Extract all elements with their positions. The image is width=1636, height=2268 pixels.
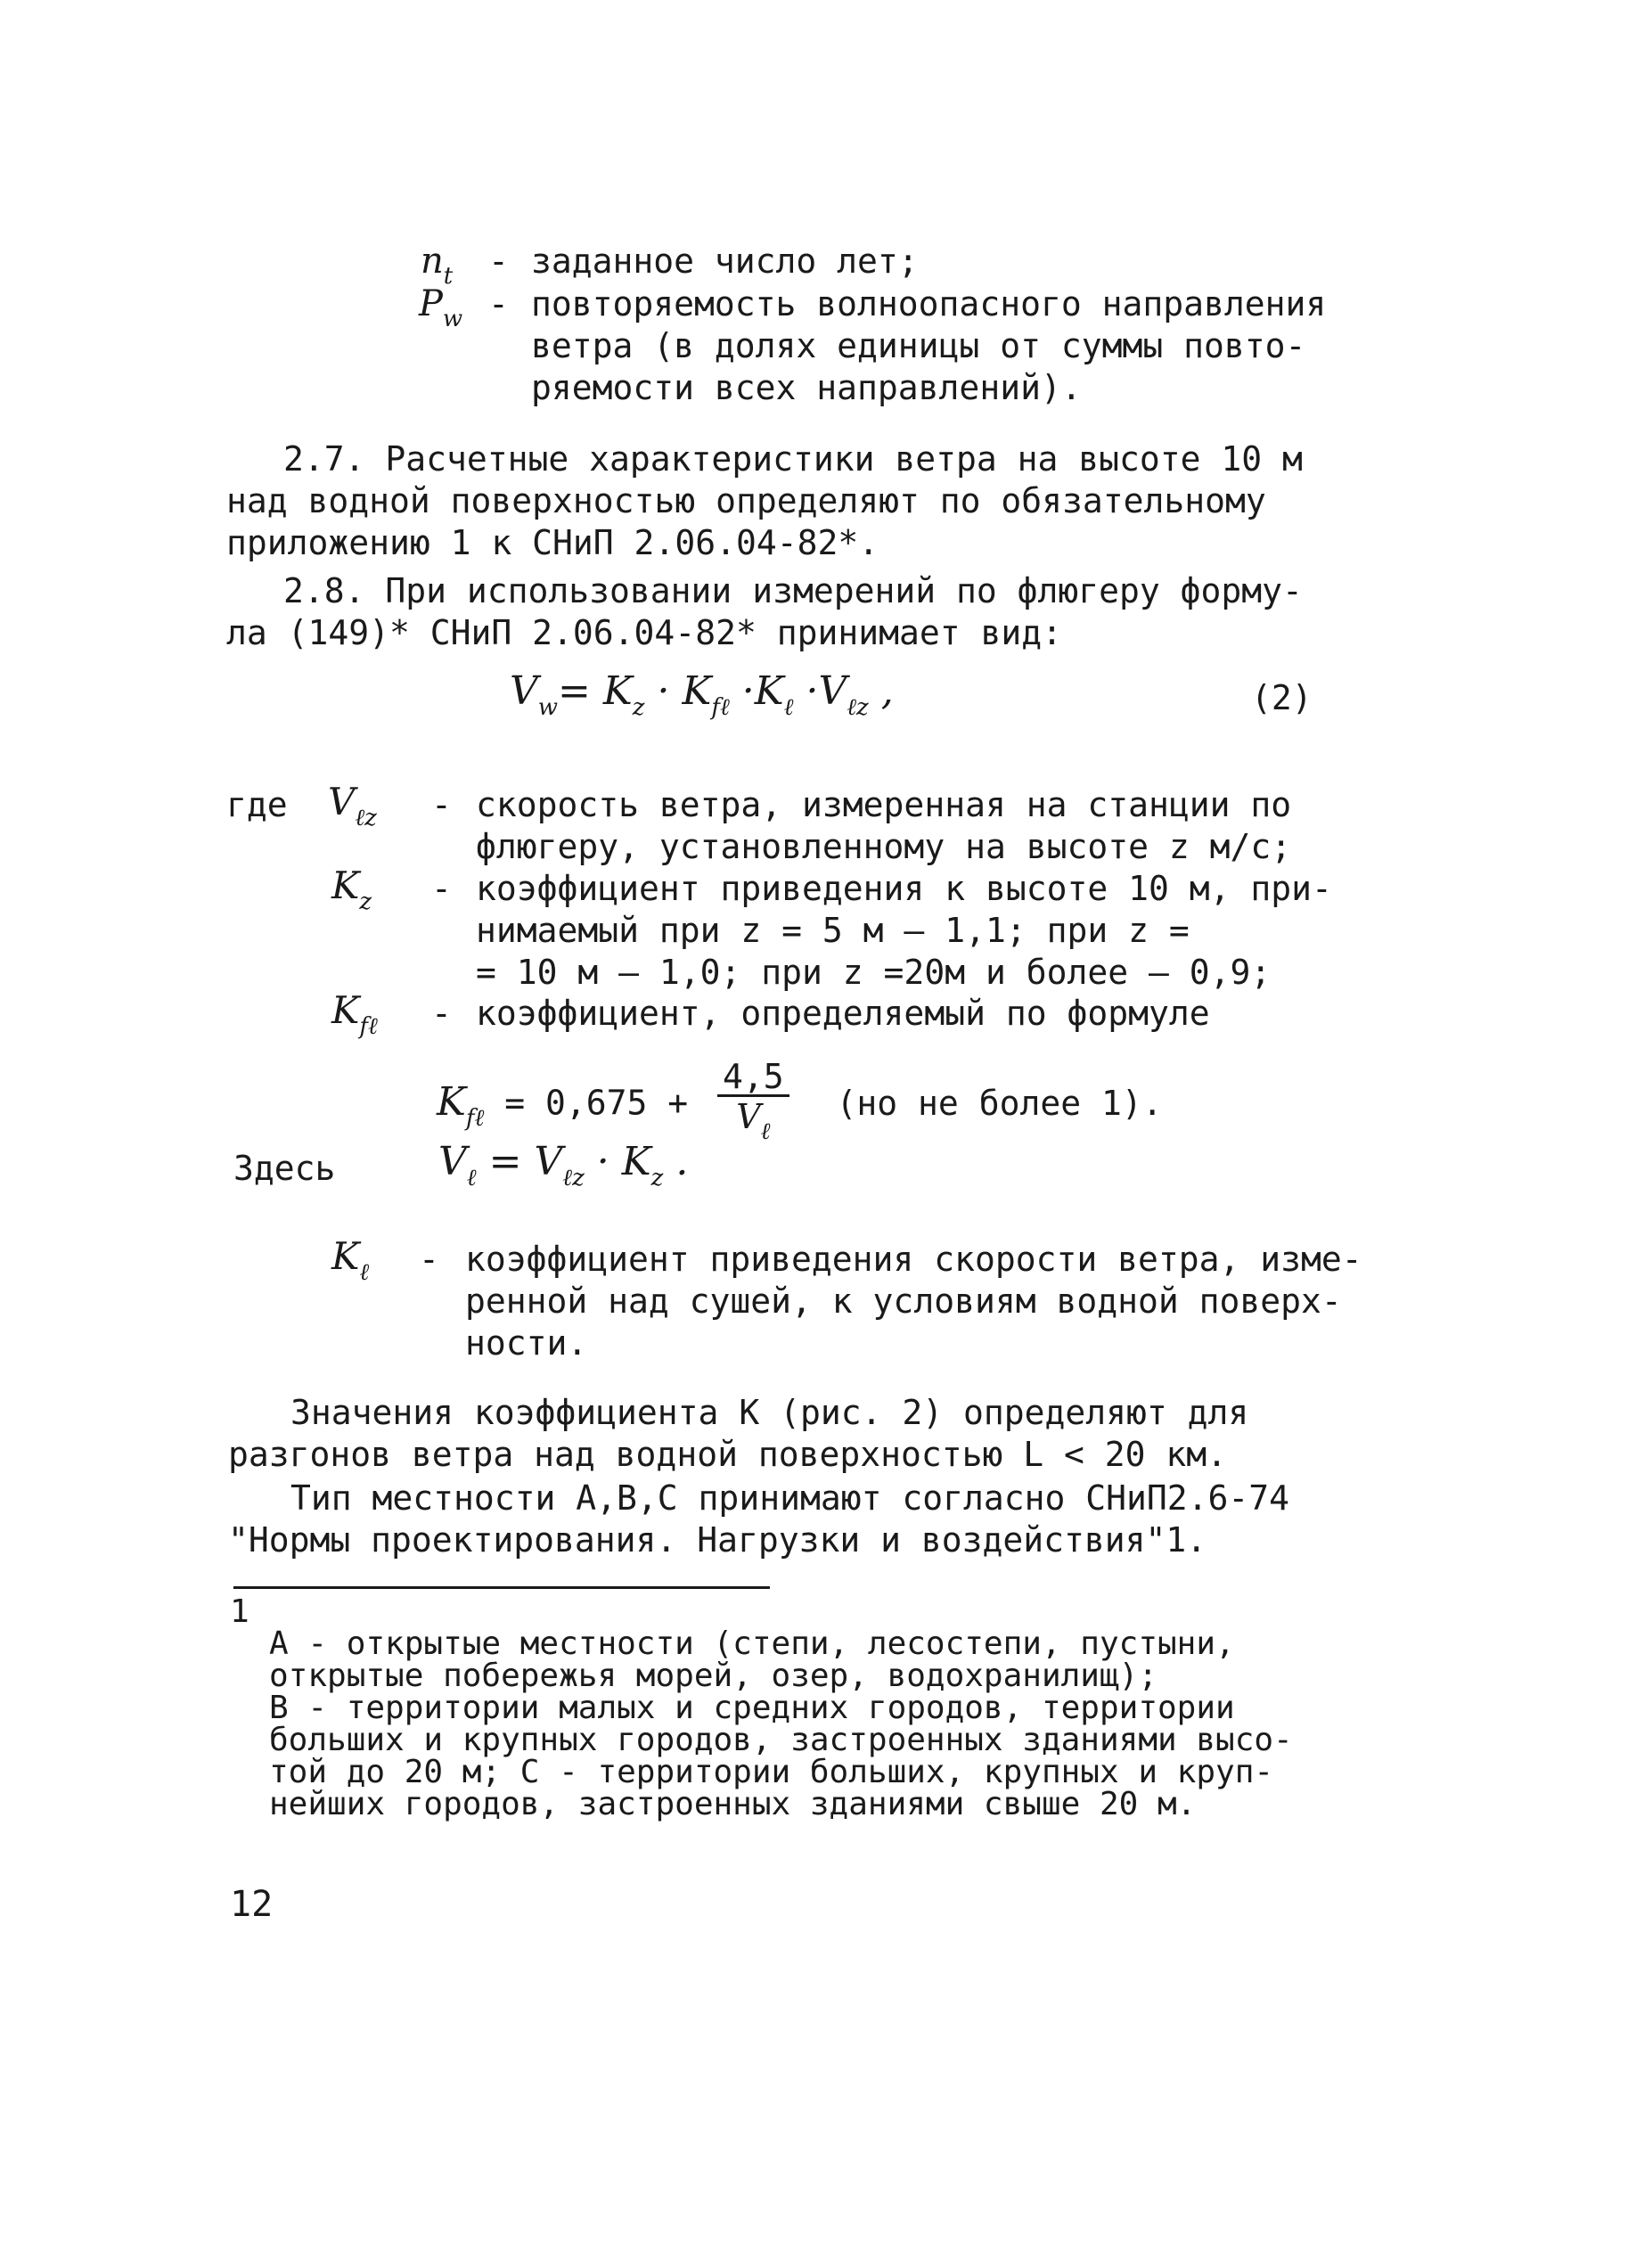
paragraph-2-7-line: 2.7. Расчетные характеристики ветра на высоте 10 м [283, 439, 1303, 479]
footnote-line: открытые побережья морей, озер, водохранилищ); [269, 1658, 1157, 1694]
footnote-rule [233, 1586, 770, 1589]
footnote-line: больших и крупных городов, застроенных зданиями высо- [269, 1722, 1293, 1758]
here-label: Здесь [233, 1149, 336, 1188]
def-line: флюгеру, установленному на высоте z м/с; [476, 827, 1292, 866]
fraction: $\frac{4,5}{V_\ell}$ [717, 1059, 789, 1151]
symbol-kfl: $K_{f\ell}$ [331, 988, 378, 1040]
formula-kfl: $K_{f\ell} = 0,675$ + $\frac{4,5}{V_\ell}$ (но не более 1). [437, 1059, 1163, 1151]
def-line: коэффициент приведения к высоте 10 м, при- [476, 869, 1332, 908]
def-line: заданное число лет; [531, 242, 919, 281]
def-line: ветра (в долях единицы от суммы повто- [531, 326, 1306, 365]
formula-vl: $V_\ell = V_{\ell z} \cdot K_z$ . [438, 1139, 689, 1191]
footnote-line: А - открытые местности (степи, лесостепи, пустыни, [269, 1625, 1235, 1662]
dash: - [488, 284, 509, 323]
footnote-line: В - территории малых и средних городов, территории [269, 1690, 1235, 1726]
symbol-nt: $n_t$ [421, 241, 454, 290]
paragraph-2-7-line: приложению 1 к СНиП 2.06.04-82*. [226, 523, 879, 562]
def-line: коэффициент приведения скорости ветра, изме- [465, 1240, 1362, 1279]
symbol-kl: $K_\ell$ [331, 1234, 370, 1286]
paragraph-2-8-line: ла (149)* СНиП 2.06.04-82* принимает вид: [226, 613, 1062, 652]
def-line: коэффициент, определяемый по формуле [476, 994, 1210, 1033]
symbol-kz: $K_z$ [331, 864, 372, 915]
def-line: повторяемость волноопасного направления [531, 284, 1327, 323]
paragraph-values-line: Значения коэффициента K (рис. 2) определяют для [290, 1393, 1249, 1432]
dash: - [431, 869, 452, 908]
def-line: ренной над сушей, к условиям водной поверх- [465, 1281, 1342, 1321]
def-line: скорость ветра, измеренная на станции по [476, 785, 1292, 824]
footnote-mark: 1 [230, 1593, 249, 1630]
dash: - [431, 785, 452, 824]
symbol-vlz: $V_{\ell z}$ [328, 780, 377, 831]
dash: - [419, 1240, 439, 1279]
where-label: где [226, 785, 288, 824]
paragraph-type-line: "Нормы проектирования. Нагрузки и воздействия"1. [228, 1520, 1207, 1560]
formula-2: $V_w= K_z \cdot K_{f\ell} \cdot K_\ell \cdot V_{\ell z}$ , [510, 668, 894, 721]
symbol-pw: $P_w$ [419, 283, 463, 332]
def-line: ряемости всех направлений). [531, 368, 1082, 407]
dash: - [431, 994, 452, 1033]
footnote-line: нейших городов, застроенных зданиями свыше 20 м. [269, 1786, 1197, 1822]
paragraph-2-8-line: 2.8. При использовании измерений по флюгеру форму- [283, 571, 1303, 610]
def-line: = 10 м — 1,0; при z =20м и более — 0,9; [476, 953, 1272, 992]
paragraph-type-line: Тип местности А,В,С принимают согласно СНиП2.6-74 [290, 1478, 1290, 1518]
def-line: нимаемый при z = 5 м — 1,1; при z = [476, 911, 1190, 950]
dash: - [488, 242, 509, 281]
def-line: ности. [465, 1323, 588, 1363]
formula-number: (2) [1251, 678, 1313, 717]
paragraph-values-line: разгонов ветра над водной поверхностью L < 20 км. [228, 1435, 1228, 1474]
paragraph-2-7-line: над водной поверхностью определяют по обязательному [226, 481, 1266, 520]
page-number: 12 [230, 1884, 274, 1925]
footnote-line: той до 20 м; С - территории больших, крупных и круп- [269, 1754, 1274, 1790]
